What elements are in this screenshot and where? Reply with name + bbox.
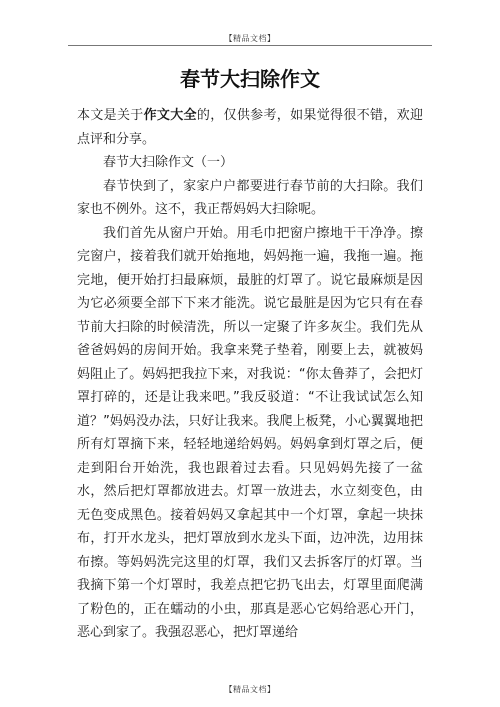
section-heading: 春节大扫除作文（一） [103,155,234,170]
intro-text-end: 的，仅供参考，如果觉得很不错，欢迎点评和分享。 [77,108,423,147]
body-paragraph-2: 我们首先从窗户开始。用毛巾把窗户擦地干干净净。擦完窗户，接着我们就开始拖地，妈妈拖一遍，我拖一遍。拖完地，便开始打扫最麻烦，最脏的灯罩了。说它最麻烦是因为它必须要全部下下来才能洗。说它最脏是因为它只有在春节前大扫除的时候清洗，所以一定聚了许多灰尘。我们先从爸爸妈妈的房间开始。我拿来凳子垫着，刚要上去，就被妈妈阻止了。妈妈把我拉下来，对我说：“你太鲁莽了，会把灯罩打碎的，还是让我来吧。”我反驳道：“不让我试试怎么知道？”妈妈没办法，只好让我来。我爬上板凳，小心翼翼地把所有灯罩摘下来，轻轻地递给妈妈。妈妈拿到灯罩之后，便走到阳台开始洗，我也跟着过去看。只见妈妈先接了一盆水，然后把灯罩都放进去。灯罩一放进去，水立刻变色，由无色变成黑色。接着妈妈又拿起其中一个灯罩，拿起一块抹布，打开水龙头，把灯罩放到水龙头下面，边冲洗，边用抹布擦。等妈妈洗完这里的灯罩，我们又去拆客厅的灯罩。当我摘下第一个灯罩时，我差点把它扔飞出去，灯罩里面爬满了粉色的，正在蠕动的小虫，那真是恶心它妈给恶心开门，恶心到家了。我强忍恶心，把灯罩递给 [77,225,423,640]
header-tag: 【精品文档】 [224,34,276,43]
intro-text-start: 本文是关于 [77,108,144,123]
header-divider [68,45,432,46]
intro-keyword: 作文大全 [143,108,197,123]
footer-tag: 【精品文档】 [224,685,276,694]
intro-paragraph [77,104,423,151]
document-body [77,104,423,645]
document-title: 春节大扫除作文 [180,67,320,91]
body-paragraph-1: 春节快到了，家家户户都要进行春节前的大扫除。我们家也不例外。这不，我正帮妈妈大扫除呢。 [77,178,423,217]
